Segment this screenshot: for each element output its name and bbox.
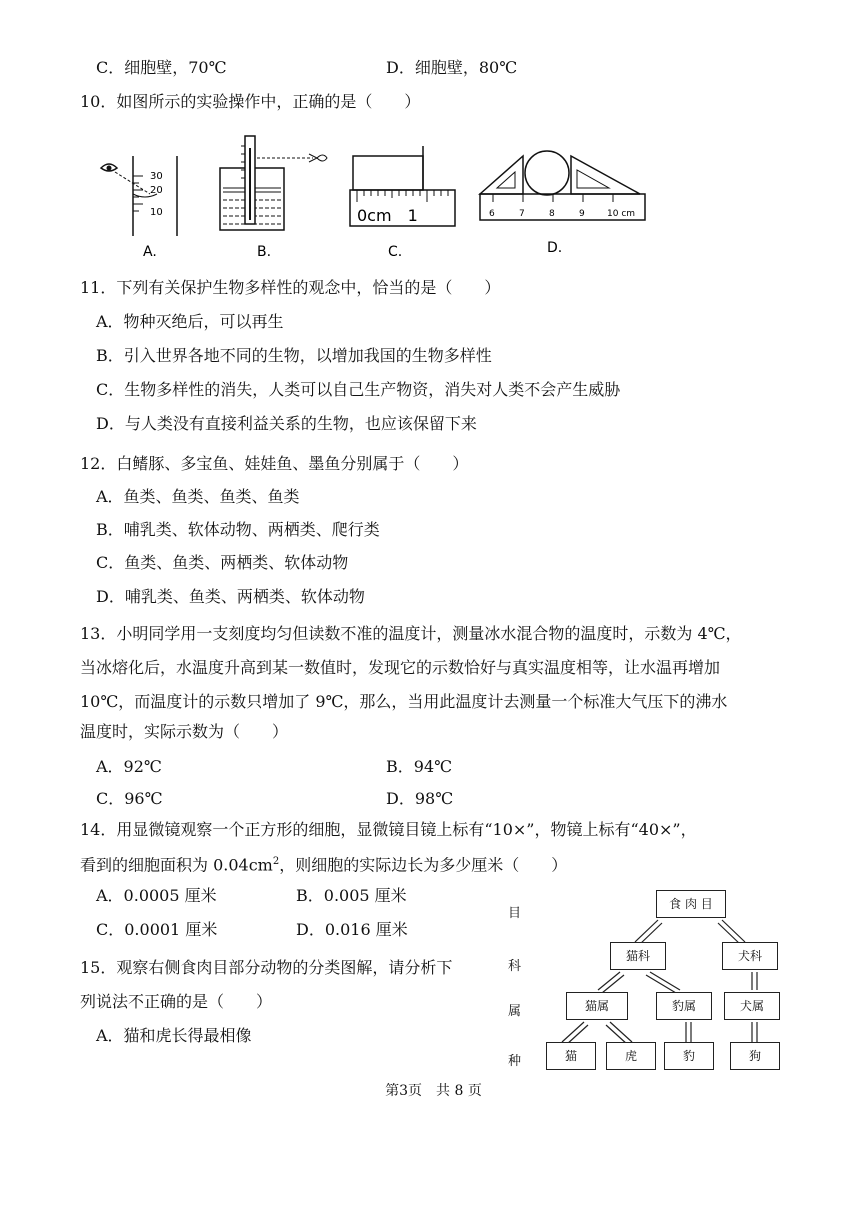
node-species-dog: 狗 [730, 1042, 780, 1070]
q11-stem: 11．下列有关保护生物多样性的观念中，恰当的是（ ） [80, 278, 501, 297]
q14-line-1: 14．用显微镜观察一个正方形的细胞，显微镜目镜上标有“10×”，物镜上标有“40×”， [80, 820, 697, 839]
node-species-leopard: 豹 [664, 1042, 714, 1070]
q13-line-4: 温度时，实际示数为（ ） [80, 722, 289, 741]
q10-figures [95, 128, 655, 263]
page-footer: 第3页 共 8 页 [385, 1083, 482, 1099]
q13-line-3: 10℃，而温度计的示数只增加了 9℃，那么，当用此温度计去测量一个标准大气压下的沸水 [80, 692, 728, 711]
figure-c-ruler [350, 146, 455, 226]
q11-option-d: D．与人类没有直接利益关系的生物，也应该保留下来 [96, 414, 477, 433]
q12-option-b: B．哺乳类、软体动物、两栖类、爬行类 [96, 520, 380, 539]
node-genus-dog: 犬属 [724, 992, 780, 1020]
rank-genus: 属 [508, 1004, 522, 1019]
q11-option-b: B．引入世界各地不同的生物，以增加我国的生物多样性 [96, 346, 492, 365]
figure-b-beaker [220, 136, 327, 230]
q14-line-2-a: 看到的细胞面积为 0.04cm [80, 855, 273, 875]
q11-option-c: C．生物多样性的消失，人类可以自己生产物资，消失对人类不会产生威胁 [96, 380, 621, 399]
rank-order: 目 [508, 906, 522, 921]
q13-line-1: 13．小明同学用一支刻度均匀但读数不准的温度计，测量冰水混合物的温度时，示数为 4℃， [80, 624, 742, 643]
q13-option-a: A．92℃ [96, 757, 162, 776]
node-family-cat: 猫科 [610, 942, 666, 970]
figure-label-a: A. [143, 244, 157, 260]
q14-line-2-b: ，则细胞的实际边长为多少厘米（ ） [279, 855, 568, 875]
cylinder-tick-10: 10 [150, 207, 163, 218]
q14-option-b: B．0.005 厘米 [296, 886, 407, 905]
ruler-d-10: 10 cm [607, 209, 636, 219]
q14-option-d: D．0.016 厘米 [296, 920, 408, 939]
q12-option-c: C．鱼类、鱼类、两栖类、软体动物 [96, 553, 349, 572]
q10-stem: 10．如图所示的实验操作中，正确的是（ ） [80, 92, 421, 111]
cylinder-tick-20: 20 [150, 185, 163, 196]
ruler-d-8: 8 [549, 209, 555, 219]
figure-label-b: B. [257, 244, 272, 260]
q12-option-d: D．哺乳类、鱼类、两栖类、软体动物 [96, 587, 365, 606]
ruler-c-label: 0cm 1 [357, 206, 418, 225]
node-species-tiger: 虎 [606, 1042, 656, 1070]
figure-a-cylinder [101, 156, 177, 236]
q15-option-a: A．猫和虎长得最相像 [96, 1026, 252, 1045]
q15-line-2: 列说法不正确的是（ ） [80, 992, 273, 1011]
figure-d-triangles [480, 151, 645, 220]
node-family-dog: 犬科 [722, 942, 778, 970]
q14-option-a: A．0.0005 厘米 [96, 886, 217, 905]
q14-option-c: C．0.0001 厘米 [96, 920, 218, 939]
figure-label-c: C. [388, 244, 403, 260]
rank-family: 科 [508, 959, 522, 974]
q15-line-1: 15．观察右侧食肉目部分动物的分类图解，请分析下 [80, 958, 453, 977]
node-genus-leopard: 豹属 [656, 992, 712, 1020]
q13-option-d: D．98℃ [386, 789, 454, 808]
figure-label-d: D. [547, 240, 563, 256]
q13-option-b: B．94℃ [386, 757, 453, 776]
ruler-d-7: 7 [519, 209, 525, 219]
q12-option-a: A．鱼类、鱼类、鱼类、鱼类 [96, 487, 300, 506]
q14-exponent: 2 [272, 856, 280, 867]
rank-species: 种 [508, 1054, 522, 1069]
q13-option-c: C．96℃ [96, 789, 163, 808]
q14-line-2 [80, 852, 567, 875]
q13-line-2: 当冰熔化后，水温度升高到某一数值时，发现它的示数恰好与真实温度相等，让水温再增加 [80, 658, 721, 677]
q9-option-d: D．细胞壁，80℃ [386, 58, 518, 77]
node-genus-cat: 猫属 [566, 992, 628, 1020]
ruler-d-6: 6 [489, 209, 495, 219]
q12-stem: 12．白鳍豚、多宝鱼、娃娃鱼、墨鱼分别属于（ ） [80, 454, 469, 473]
q11-option-a: A．物种灭绝后，可以再生 [96, 312, 284, 331]
ruler-d-9: 9 [579, 209, 585, 219]
q9-option-c: C．细胞壁，70℃ [96, 58, 227, 77]
node-order: 食 肉 目 [656, 890, 726, 918]
node-species-cat: 猫 [546, 1042, 596, 1070]
cylinder-tick-30: 30 [150, 171, 163, 182]
